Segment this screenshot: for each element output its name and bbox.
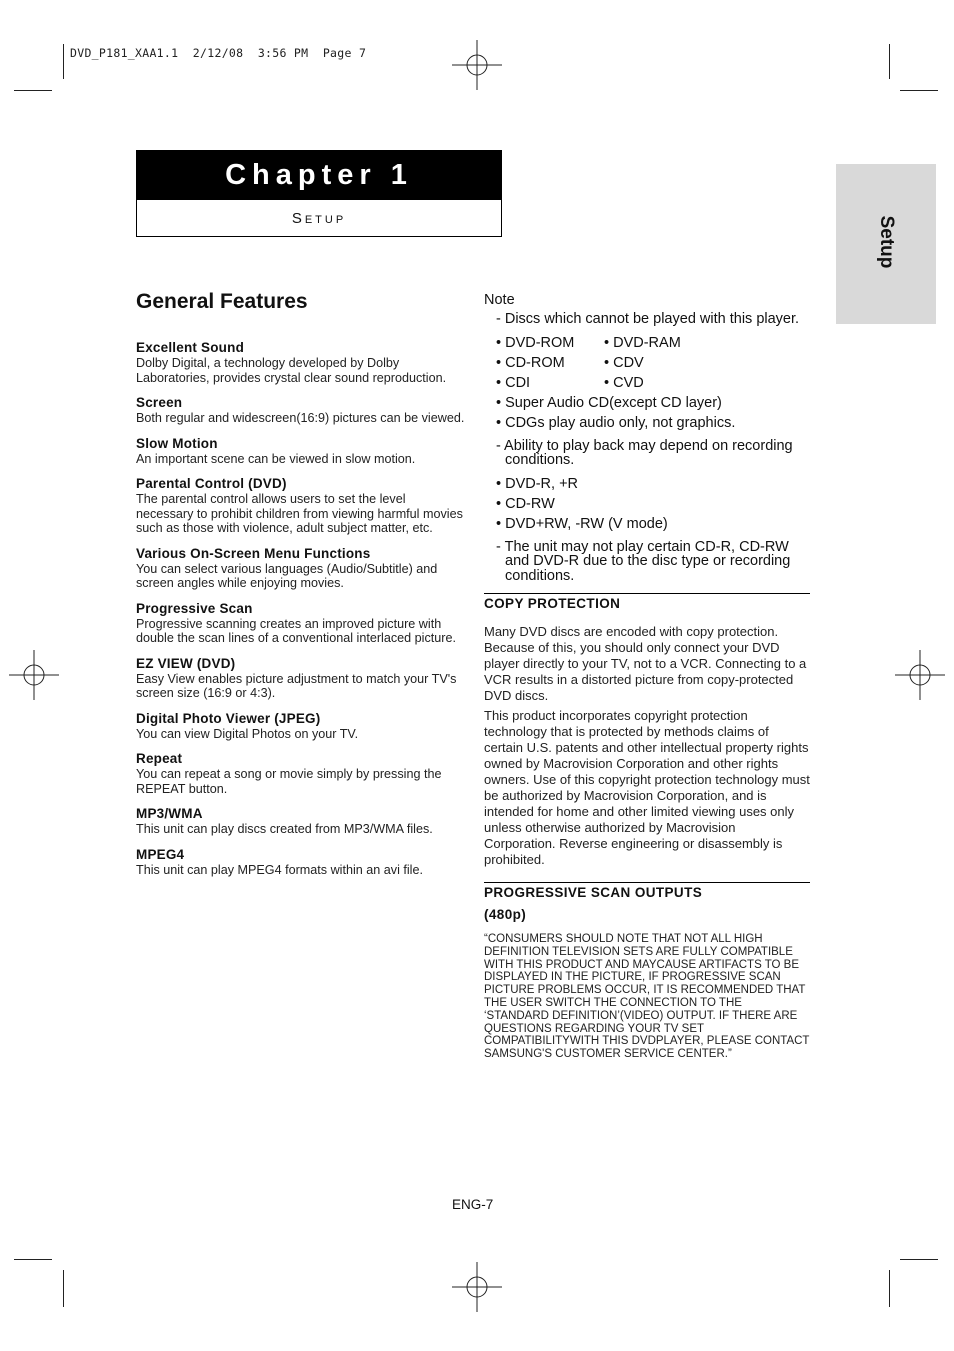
note-bullet: • CDV <box>604 354 644 371</box>
copy-protection-heading: COPY PROTECTION <box>484 596 621 611</box>
feature-item <box>136 546 466 591</box>
feature-text: Progressive scanning creates an improved picture with double the scan lines of a conventional interlaced picture. <box>136 616 456 645</box>
note-bullet: • CD-RW <box>496 495 555 512</box>
feature-text: You can view Digital Photos on your TV. <box>136 726 359 741</box>
chapter-title: Chapter 1 <box>137 151 501 200</box>
chapter-header <box>136 150 502 237</box>
note-bullet-row <box>496 353 810 373</box>
page-number: ENG-7 <box>452 1197 494 1212</box>
note-bullet-row <box>496 373 810 393</box>
section-divider <box>484 882 810 883</box>
section-divider <box>484 593 810 594</box>
crop-mark <box>63 1270 64 1307</box>
crop-mark <box>889 1270 890 1307</box>
feature-text: This unit can play discs created from MP3/WMA files. <box>136 822 433 836</box>
feature-item <box>136 601 466 646</box>
crop-mark <box>14 1259 52 1260</box>
copy-protection-paragraph: This product incorporates copyright protection technology that is protected by methods claims of certain U.S. patents and other intellectual property rights owned by Macrovision Corporation and other rights owners. Use of this copyright protection technology must be authorized by Macrovision Corporation, and is intended for home and other limited viewing uses only unless otherwise authorized by Macrovision Corporation. Reverse engineering or disassembly is prohibited. <box>484 708 810 867</box>
feature-title: Repeat <box>136 751 183 766</box>
note-bullet: • DVD-RAM <box>604 334 681 351</box>
feature-text: This unit can play MPEG4 formats within an avi file. <box>136 862 423 877</box>
feature-item <box>136 395 466 426</box>
crop-mark <box>900 1259 938 1260</box>
note-bullet: • DVD-ROM <box>496 334 575 351</box>
feature-text: The parental control allows users to set the level necessary to prohibit children from viewing harmful movies such as those with violence, adult subject matter, etc. <box>136 492 463 535</box>
feature-title: Screen <box>136 395 183 410</box>
feature-item <box>136 847 466 878</box>
progressive-scan-notice: “CONSUMERS SHOULD NOTE THAT NOT ALL HIGH DEFINITION TELEVISION SETS ARE FULLY COMPATIBLE WITH THIS PRODUCT AND MAYCAUSE ARTIFACTS TO BE DISPLAYED IN THE PICTURE, IF PROGRESSIVE SCAN PICTURE PROBLEMS OCCUR, IT IS RECOMMENDED THAT THE USER SWITCH THE CONNECTION TO THE ‘STANDARD DEFINITION’(VIDEO) OUTPUT. IF THERE ARE QUESTIONS REGARDING YOUR TV SET COMPATIBILITYWITH THIS DVDPLAYER, PLEASE CONTACT SAMSUNG'S CUSTOMER SERVICE CENTER.” <box>484 933 810 1061</box>
feature-item <box>136 340 466 385</box>
note-bullet: • DVD-R, +R <box>496 475 579 492</box>
feature-item <box>136 806 466 837</box>
note-title: Note <box>484 292 515 308</box>
feature-text: Both regular and widescreen(16:9) pictures can be viewed. <box>136 411 465 425</box>
note-item: - The unit may not play certain CD-R, CD-RW and DVD-R due to the disc type or recording conditions. <box>496 538 791 584</box>
feature-item <box>136 751 466 796</box>
note-bullet: • CDI <box>496 374 531 391</box>
feature-title: Progressive Scan <box>136 600 253 616</box>
feature-text: Dolby Digital, a technology developed by Dolby Laboratories, provides crystal clear sound reproduction. <box>136 356 447 385</box>
progressive-scan-subheading: (480p) <box>484 907 527 922</box>
note-item: - Discs which cannot be played with this player. <box>496 311 800 327</box>
feature-item <box>136 711 466 742</box>
crop-mark <box>14 90 52 91</box>
side-tab-label: Setup <box>876 215 897 269</box>
note-bullet: • Super Audio CD(except CD layer) <box>496 394 722 411</box>
note-bullet: • DVD+RW, -RW (V mode) <box>496 515 668 532</box>
feature-title: MP3/WMA <box>136 806 203 821</box>
feature-item <box>136 436 466 467</box>
note-bullet-row <box>496 333 810 353</box>
side-tab <box>836 164 936 324</box>
feature-title: Digital Photo Viewer (JPEG) <box>136 710 321 726</box>
registration-mark-icon <box>452 1262 502 1312</box>
feature-text: An important scene can be viewed in slow motion. <box>136 451 416 466</box>
crop-mark <box>900 90 938 91</box>
feature-title: Slow Motion <box>136 435 218 451</box>
note-bullet: • CD-ROM <box>496 354 565 371</box>
registration-mark-icon <box>9 650 59 700</box>
feature-item <box>136 476 466 536</box>
feature-title: EZ VIEW (DVD) <box>136 655 236 671</box>
feature-title: Excellent Sound <box>136 340 245 355</box>
feature-title: Various On-Screen Menu Functions <box>136 545 371 561</box>
copy-protection-paragraph: Many DVD discs are encoded with copy protection. Because of this, you should only connect your DVD player directly to your TV, not to a VCR. Connecting to a VCR results in a distorted picture from copy-protected DVD discs. <box>484 624 807 703</box>
print-slug: DVD_P181_XAA1.1 2/12/08 3:56 PM Page 7 <box>70 46 367 60</box>
right-column <box>484 292 810 1061</box>
registration-mark-icon <box>895 650 945 700</box>
features-list <box>136 340 466 887</box>
note-item: - Ability to play back may depend on recording conditions. <box>496 437 793 468</box>
feature-text: You can repeat a song or movie simply by pressing the REPEAT button. <box>136 767 442 796</box>
crop-mark <box>63 44 64 79</box>
section-title: General Features <box>136 290 308 313</box>
feature-title: Parental Control (DVD) <box>136 476 287 491</box>
note-bullet: • CDGs play audio only, not graphics. <box>496 414 736 431</box>
feature-item <box>136 656 466 701</box>
feature-title: MPEG4 <box>136 846 185 862</box>
crop-mark <box>889 44 890 79</box>
note-bullet: • CVD <box>604 374 644 391</box>
progressive-scan-heading: PROGRESSIVE SCAN OUTPUTS <box>484 885 703 900</box>
feature-text: Easy View enables picture adjustment to match your TV's screen size (16:9 or 4:3). <box>136 671 457 700</box>
chapter-subtitle: Setup <box>291 209 347 227</box>
feature-text: You can select various languages (Audio/Subtitle) and screen angles while enjoying movies. <box>136 561 438 590</box>
registration-mark-icon <box>452 40 502 90</box>
